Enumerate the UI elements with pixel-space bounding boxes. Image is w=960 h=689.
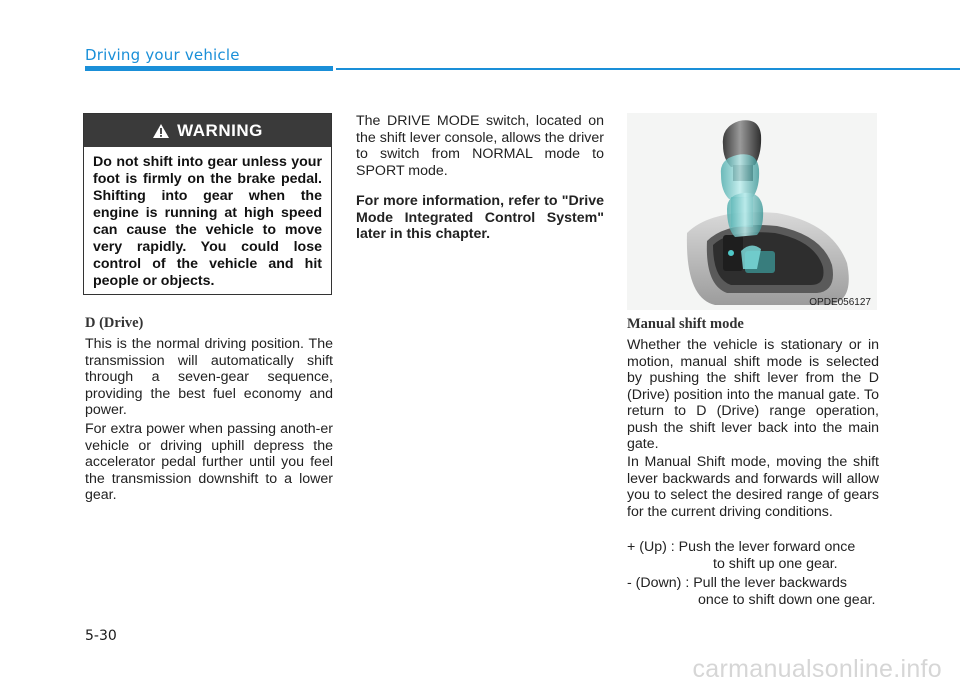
shift-up-continuation: to shift up one gear. [713, 555, 838, 572]
watermark: carmanualsonline.info [692, 655, 942, 683]
drive-heading: D (Drive) [85, 315, 144, 331]
drive-mode-paragraph: The DRIVE MODE switch, located on the shift lever console, allows the driver to switch from NORMAL mode to SPORT mode. [356, 113, 604, 179]
warning-heading: WARNING [177, 120, 263, 140]
warning-box [83, 113, 332, 295]
page-number: 5-30 [85, 628, 117, 644]
section-title: Driving your vehicle [85, 46, 240, 64]
shift-up-item [627, 539, 879, 572]
warning-header [84, 114, 331, 147]
manual-shift-heading: Manual shift mode [627, 316, 744, 332]
header-rule [85, 66, 333, 71]
shift-down-item [627, 575, 879, 608]
shift-down-continuation: once to shift down one gear. [698, 591, 876, 608]
drive-paragraph-2: For extra power when passing anoth-er vehicle or driving uphill depress the accelerator pedal further until you feel the transmission downshift to a lower gear. [85, 421, 333, 503]
shift-up-label: + (Up) : Push the lever forward once [627, 539, 856, 555]
drive-mode-reference: For more information, refer to "Drive Mode Integrated Control System" later in this chapter. [356, 193, 604, 242]
shift-lever-illustration [627, 113, 877, 310]
header-rule-thin [336, 68, 960, 70]
drive-paragraph-1: This is the normal driving position. The transmission will automatically shift through a seven-gear sequence, providing the best fuel economy and power. [85, 336, 333, 418]
figure-caption: OPDE056127 [809, 297, 871, 308]
manual-shift-paragraph-2: In Manual Shift mode, moving the shift lever backwards and forwards will allow you to select the desired range of gears for the current driving conditions. [627, 454, 879, 520]
warning-triangle-icon [152, 123, 170, 139]
shift-down-label: - (Down) : Pull the lever backwards [627, 575, 847, 591]
warning-text: Do not shift into gear unless your foot is firmly on the brake pedal. Shifting into gear when the engine is running at high speed can cause the vehicle to move very rapidly. You could lose control of the vehicle and hit people or objects. [93, 154, 322, 289]
shift-lever-figure [627, 113, 877, 310]
manual-shift-paragraph-1: Whether the vehicle is stationary or in motion, manual shift mode is selected by pushing the shift lever from the D (Drive) position into the manual gate. To return to D (Drive) range operation, push the shift lever back into the main gate. [627, 337, 879, 452]
